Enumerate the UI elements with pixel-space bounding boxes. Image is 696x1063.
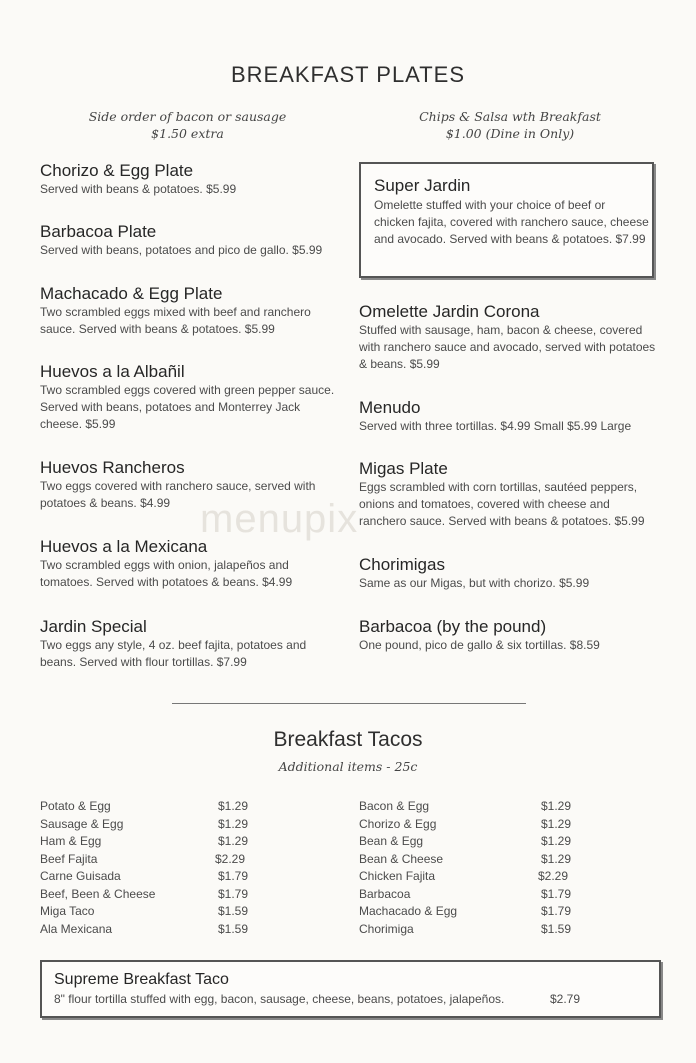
menu-item-desc: Eggs scrambled with corn tortillas, sautéed peppers, onions and tomatoes, covered with cheese and ranchero sauce. Served with beans & potatoes. $5.99 (359, 480, 645, 528)
taco-price: $1.29 (541, 799, 572, 813)
tacos-list-left (40, 799, 250, 939)
taco-price: $1.29 (218, 799, 249, 813)
taco-name: Bacon & Egg (359, 799, 430, 813)
taco-price: $1.59 (218, 904, 249, 918)
menu-item-desc: Served with three tortillas. $4.99 Small $5.99 Large (359, 419, 632, 433)
taco-price: $1.29 (541, 834, 572, 848)
menu-item-name: Huevos Rancheros (40, 458, 185, 477)
taco-row (359, 799, 579, 817)
taco-row (359, 904, 579, 922)
taco-row (359, 887, 579, 905)
taco-price: $1.59 (541, 921, 572, 936)
featured-item-box (359, 162, 654, 278)
page-title: BREAKFAST PLATES (230, 62, 466, 87)
menu-item-desc: Two scrambled eggs with onion, jalapeños and tomatoes. Served with potatoes & beans. $4.99 (40, 558, 293, 589)
taco-price: $1.29 (541, 816, 572, 831)
menu-item-name: Machacado & Egg Plate (40, 284, 223, 303)
taco-row (359, 834, 579, 852)
taco-price: $1.79 (218, 869, 249, 883)
tacos-section-subtitle: Additional items - 25c (278, 759, 418, 774)
taco-row (40, 922, 250, 940)
menu-item (359, 398, 659, 435)
taco-name: Miga Taco (40, 904, 95, 918)
menu-item-desc: Same as our Migas, but with chorizo. $5.99 (359, 576, 590, 590)
taco-name: Machacado & Egg (359, 904, 458, 918)
menu-item (359, 459, 659, 530)
menu-item (40, 617, 340, 671)
supreme-taco-desc: 8" flour tortilla stuffed with egg, bacon, sausage, cheese, beans, potatoes, jalapeños. (54, 992, 505, 1006)
taco-price: $2.29 (538, 869, 569, 883)
watermark: menupix (200, 497, 359, 541)
side-order-note (60, 108, 315, 142)
menu-item-name: Huevos a la Mexicana (40, 537, 208, 556)
taco-row (359, 852, 579, 870)
side-order-note-line2: $1.50 extra (151, 126, 224, 141)
menu-item-desc: Served with beans & potatoes. $5.99 (40, 182, 237, 196)
taco-name: Chicken Fajita (359, 869, 436, 883)
menu-item (359, 302, 659, 373)
menu-item-desc: Stuffed with sausage, ham, bacon & cheese, covered with ranchero sauce and avocado, served with potatoes & beans. $5.99 (359, 323, 656, 371)
supreme-taco-price: $2.79 (550, 992, 581, 1006)
taco-price: $1.59 (218, 921, 249, 936)
menu-item (40, 284, 340, 338)
menu-item-desc: Two scrambled eggs covered with green pepper sauce. Served with beans, potatoes and Monterrey Jack cheese. $5.99 (40, 383, 335, 431)
tacos-list-right (359, 799, 579, 939)
menu-item (40, 537, 340, 591)
featured-item-name: Super Jardin (374, 176, 471, 195)
taco-price: $1.79 (541, 904, 572, 918)
menu-item-desc: Two eggs any style, 4 oz. beef fajita, potatoes and beans. Served with flour tortillas. $7.99 (40, 638, 307, 669)
tacos-section-title: Breakfast Tacos (273, 728, 423, 751)
menu-item (40, 161, 340, 198)
taco-name: Bean & Cheese (359, 851, 444, 866)
taco-price: $2.29 (215, 851, 246, 866)
menu-item-name: Huevos a la Albañil (40, 362, 185, 381)
taco-row (40, 852, 250, 870)
menu-item-desc: Two scrambled eggs mixed with beef and ranchero sauce. Served with beans & potatoes. $5.99 (40, 305, 311, 336)
taco-price: $1.29 (541, 851, 572, 866)
taco-row (40, 799, 250, 817)
section-divider (172, 703, 526, 704)
taco-name: Chorizo & Egg (359, 816, 437, 831)
taco-row (40, 834, 250, 852)
taco-row (40, 869, 250, 887)
menu-item-desc: Served with beans, potatoes and pico de gallo. $5.99 (40, 243, 323, 257)
taco-name: Carne Guisada (40, 869, 121, 883)
taco-name: Ham & Egg (40, 834, 102, 848)
taco-price: $1.29 (218, 816, 249, 831)
menu-item-name: Barbacoa (by the pound) (359, 617, 547, 636)
supreme-taco-name: Supreme Breakfast Taco (54, 971, 229, 988)
taco-name: Beef Fajita (40, 851, 98, 866)
taco-name: Potato & Egg (40, 799, 111, 813)
menu-item (359, 617, 659, 654)
chips-salsa-note-line1: Chips & Salsa wth Breakfast (419, 109, 601, 124)
menu-item-desc: Two eggs covered with ranchero sauce, served with potatoes & beans. $4.99 (40, 479, 316, 510)
taco-name: Sausage & Egg (40, 816, 124, 831)
taco-row (40, 887, 250, 905)
menu-item-name: Barbacoa Plate (40, 222, 157, 241)
taco-price: $1.29 (218, 834, 249, 848)
menu-item (359, 555, 659, 592)
supreme-taco-box (40, 960, 661, 1018)
taco-row (359, 869, 579, 887)
menu-item-name: Jardin Special (40, 617, 147, 636)
menu-item (40, 222, 340, 259)
taco-row (359, 817, 579, 835)
taco-row (40, 904, 250, 922)
menu-item-name: Migas Plate (359, 459, 448, 478)
taco-row (359, 922, 579, 940)
menu-item-name: Chorizo & Egg Plate (40, 161, 194, 180)
menu-item (40, 362, 340, 433)
chips-salsa-note (385, 108, 635, 142)
taco-row (40, 817, 250, 835)
featured-item-desc: Omelette stuffed with your choice of beef or chicken fajita, covered with ranchero sauce, cheese and avocado. Served with beans & potatoes. $7.99 (374, 198, 649, 246)
taco-price: $1.79 (541, 886, 572, 901)
menu-item-desc: One pound, pico de gallo & six tortillas. $8.59 (359, 638, 600, 652)
taco-name: Barbacoa (359, 886, 411, 901)
menu-item (40, 458, 340, 512)
taco-name: Ala Mexicana (40, 921, 113, 936)
menu-item-name: Omelette Jardin Corona (359, 302, 540, 321)
menu-item-name: Menudo (359, 398, 421, 417)
taco-name: Chorimiga (359, 921, 414, 936)
taco-name: Bean & Egg (359, 834, 424, 848)
taco-name: Beef, Been & Cheese (40, 886, 156, 901)
chips-salsa-note-line2: $1.00 (Dine in Only) (445, 126, 575, 141)
menu-item-name: Chorimigas (359, 555, 445, 574)
taco-price: $1.79 (218, 886, 249, 901)
side-order-note-line1: Side order of bacon or sausage (88, 109, 287, 124)
